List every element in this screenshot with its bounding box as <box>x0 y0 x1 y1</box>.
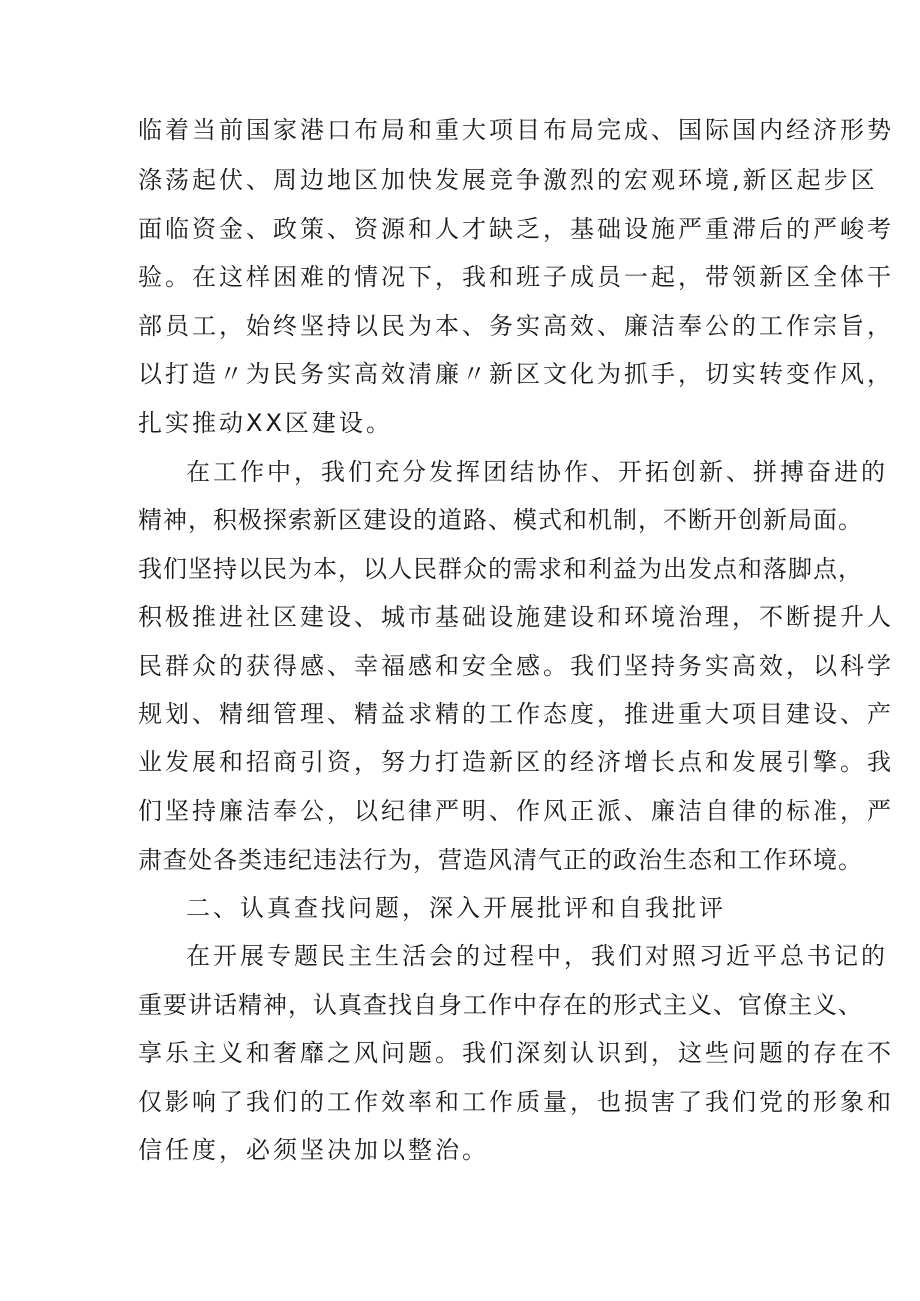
body-text-line: 扎实推动XX区建设。 <box>138 409 393 437</box>
body-text-line: 部员工，始终坚持以民为本、务实高效、廉洁奉公的工作宗旨， <box>138 312 894 340</box>
body-text-line: 以打造〃为民务实高效清廉〃新区文化为抓手，切实转变作风， <box>138 360 894 388</box>
body-text-line: 涤荡起伏、周边地区加快发展竞争激烈的宏观环境,新区起步区 <box>138 166 878 194</box>
body-text-line: 验。在这样困难的情况下，我和班子成员一起，带领新区全体干 <box>138 263 894 291</box>
body-text-line: 信任度，必须坚决加以整治。 <box>138 1136 489 1164</box>
body-text-line: 在开展专题民主生活会的过程中，我们对照习近平总书记的 <box>186 942 888 970</box>
body-text-line: 享乐主义和奢靡之风问题。我们深刻认识到，这些问题的存在不 <box>138 1039 894 1067</box>
body-text-line: 重要讲话精神，认真查找自身工作中存在的形式主义、官僚主义、 <box>138 991 863 1019</box>
body-text-line: 我们坚持以民为本，以人民群众的需求和利益为出发点和落脚点， <box>138 555 863 583</box>
body-text-line: 民群众的获得感、幸福感和安全感。我们坚持务实高效，以科学 <box>138 652 894 680</box>
section-heading: 二、认真查找问题，深入开展批评和自我批评 <box>186 894 726 922</box>
body-text-line: 们坚持廉洁奉公，以纪律严明、作风正派、廉洁自律的标准，严 <box>138 797 894 825</box>
body-text-line: 仅影响了我们的工作效率和工作质量，也损害了我们党的形象和 <box>138 1088 894 1116</box>
body-text-line: 肃查处各类违纪违法行为，营造风清气正的政治生态和工作环境。 <box>138 846 863 874</box>
body-text-line: 积极推进社区建设、城市基础设施建设和环境治理，不断提升人 <box>138 603 894 631</box>
body-text-line: 临着当前国家港口布局和重大项目布局完成、国际国内经济形势 <box>138 116 894 144</box>
body-text-line: 面临资金、政策、资源和人才缺乏，基础设施严重滞后的严峻考 <box>138 215 894 243</box>
body-text-line: 规划、精细管理、精益求精的工作态度，推进重大项目建设、产 <box>138 700 894 728</box>
body-text-line: 在工作中，我们充分发挥团结协作、开拓创新、拼搏奋进的 <box>186 458 888 486</box>
body-text-line: 精神，积极探索新区建设的道路、模式和机制，不断开创新局面。 <box>138 506 863 534</box>
body-text-line: 业发展和招商引资，努力打造新区的经济增长点和发展引擎。我 <box>138 748 894 776</box>
